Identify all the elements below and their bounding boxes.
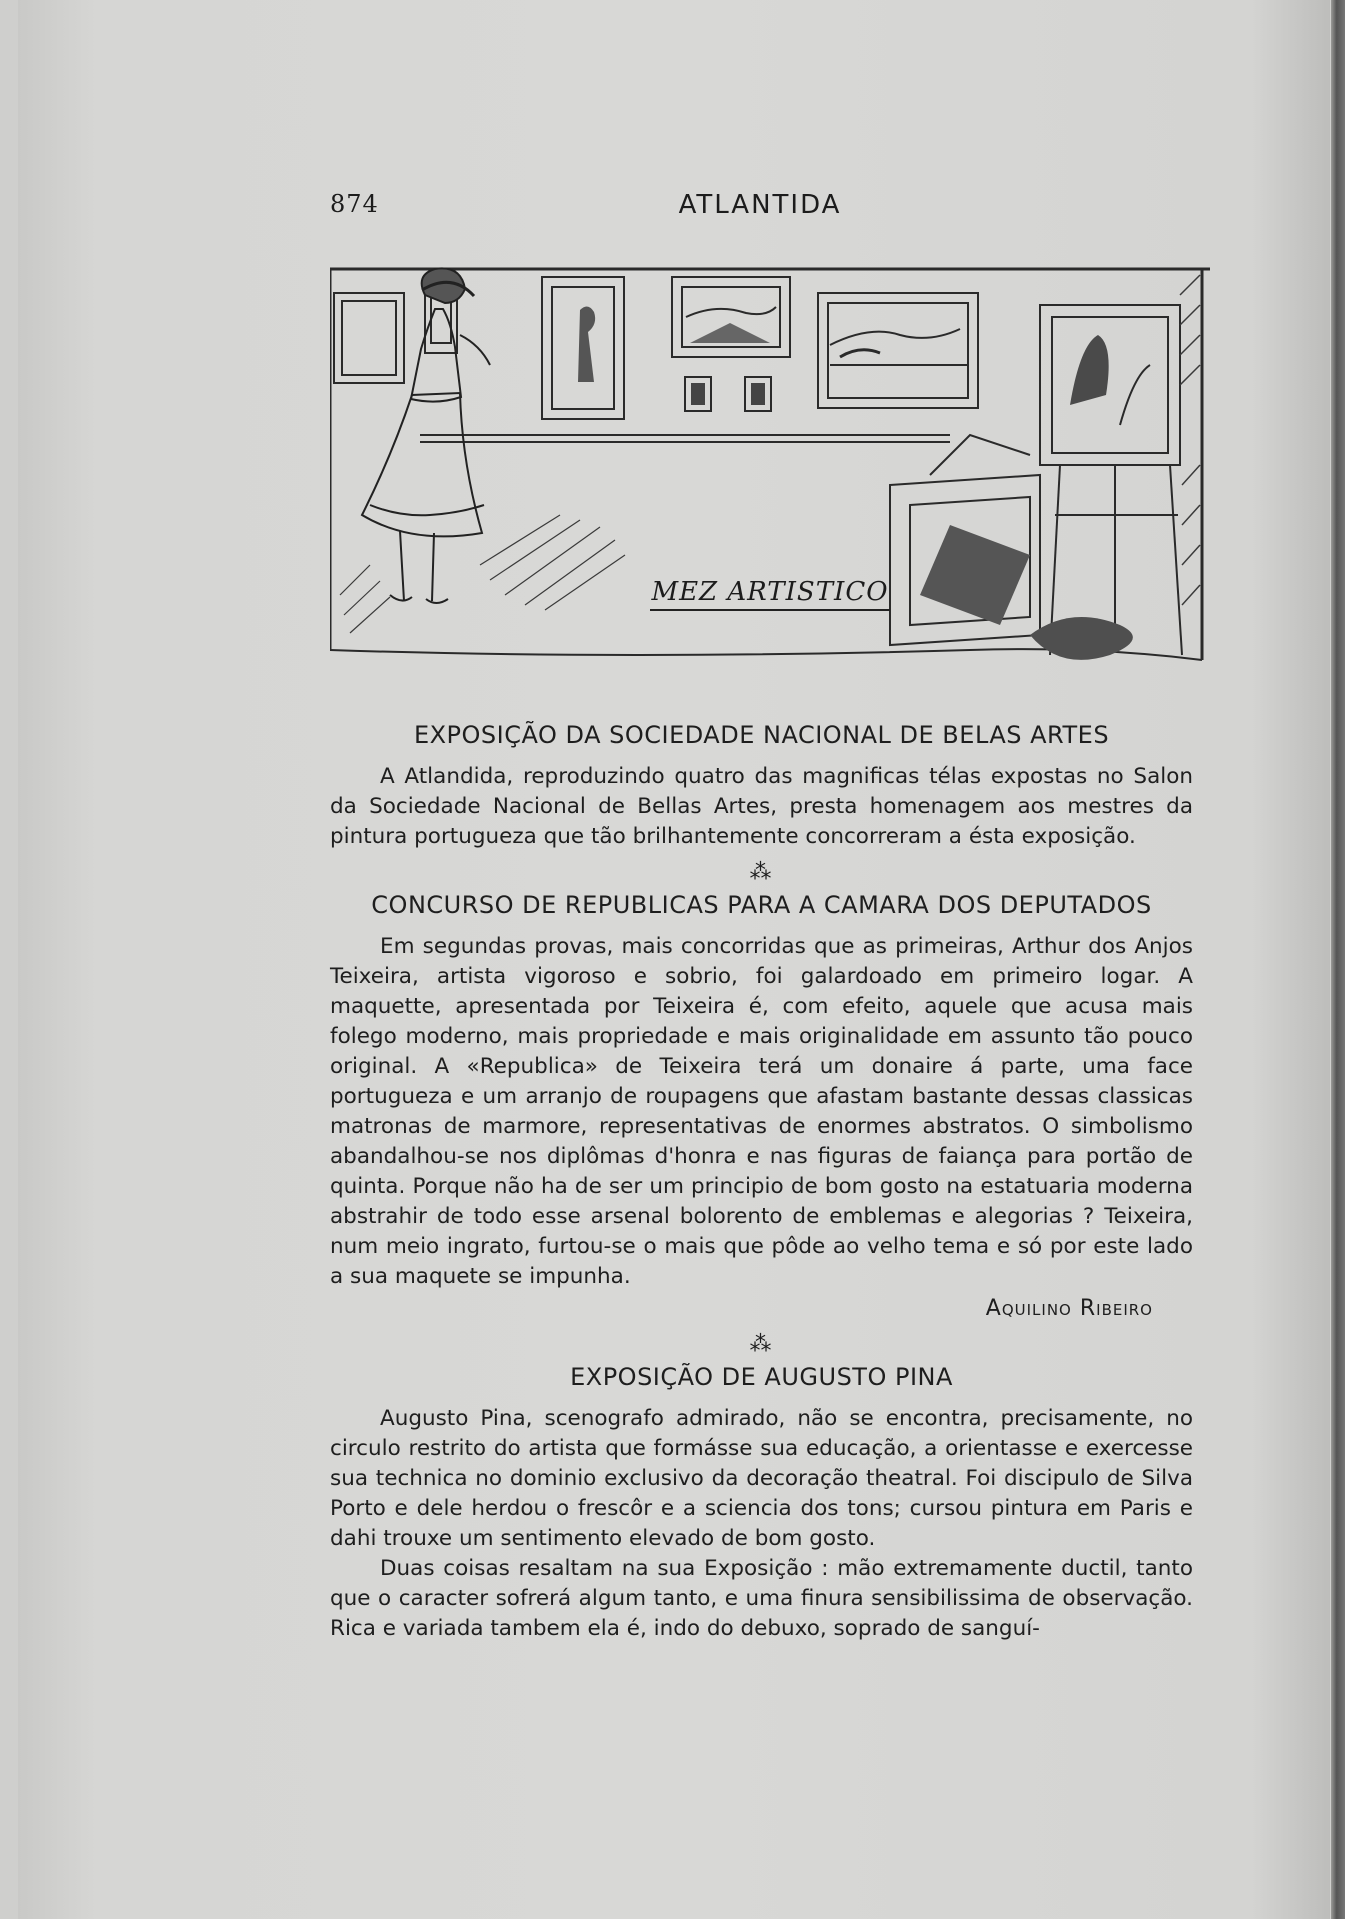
paragraph-concurso-republicas: Em segundas provas, mais concorridas que as primeiras, Arthur dos Anjos Teixeira, artista vigoroso e sobrio, foi galardoado em primeiro logar. A maquette, apresentada por Teixeira é, com efeito, aquele que acusa mais folego moderno, mais propriedade e mais originalidade em assunto tão pouco original. A «Republica» de Teixeira terá um donaire á parte, uma face portugueza e um arranjo de roupagens que afastam bastante dessas classicas matronas de marmore, representativas de enormes abstratos. O simbolismo abandalhou-se nos diplômas d'honra e nas figuras de faiança para portão de quinta. Porque não ha de ser um principio de bom gosto na estatuaria moderna abstrahir de todo esse arsenal bolorento de emblemas e alegorias ? Teixeira, num meio ingrato, furtou-se o mais que pôde ao velho tema e só por este lado a sua maquete se impunha.: [330, 934, 1193, 1289]
author-signature: Aquilino Ribeiro: [985, 1296, 1153, 1321]
running-header: [330, 190, 1190, 224]
running-title: ATLANTIDA: [678, 190, 842, 220]
section-title-mez-artistico: MEZ ARTISTICO: [650, 577, 890, 611]
heading-concurso-republicas: CONCURSO DE REPUBLICAS PARA A CAMARA DOS DEPUTADOS: [371, 891, 1152, 919]
paragraph-sociedade-nacional: A Atlandida, reproduzindo quatro das magnificas télas expostas no Salon da Sociedade Nacional de Bellas Artes, presta homenagem aos mestres da pintura portugueza que tão brilhantemente concorreram a ésta exposição.: [330, 764, 1193, 849]
heading-sociedade-nacional: EXPOSIÇÃO DA SOCIEDADE NACIONAL DE BELAS ARTES: [413, 721, 1110, 749]
article-body: [330, 720, 1193, 1644]
asterism-separator: ⁂: [749, 860, 774, 885]
asterism-separator: ⁂: [749, 1332, 774, 1357]
gallery-sketch: [330, 265, 1210, 680]
header-illustration: [330, 265, 1210, 680]
paragraph-augusto-pina-2: Duas coisas resaltam na sua Exposição : mão extremamente ductil, tanto que o caracter sofrerá algum tanto, e uma finura sensibilissima de observação. Rica e variada tambem ela é, indo do debuxo, soprado de sanguí-: [330, 1556, 1193, 1641]
page-edge: [1331, 0, 1345, 1919]
page-number: 874: [330, 190, 379, 218]
paragraph-augusto-pina-1: Augusto Pina, scenografo admirado, não se encontra, precisamente, no circulo restrito do artista que formásse sua educação, a orientasse e exercesse sua technica no dominio exclusivo da decoração theatral. Foi discipulo de Silva Porto e dele herdou o frescôr e a sciencia dos tons; cursou pintura em Paris e dahi trouxe um sentimento elevado de bom gosto.: [330, 1406, 1193, 1551]
heading-augusto-pina: EXPOSIÇÃO DE AUGUSTO PINA: [570, 1363, 953, 1391]
